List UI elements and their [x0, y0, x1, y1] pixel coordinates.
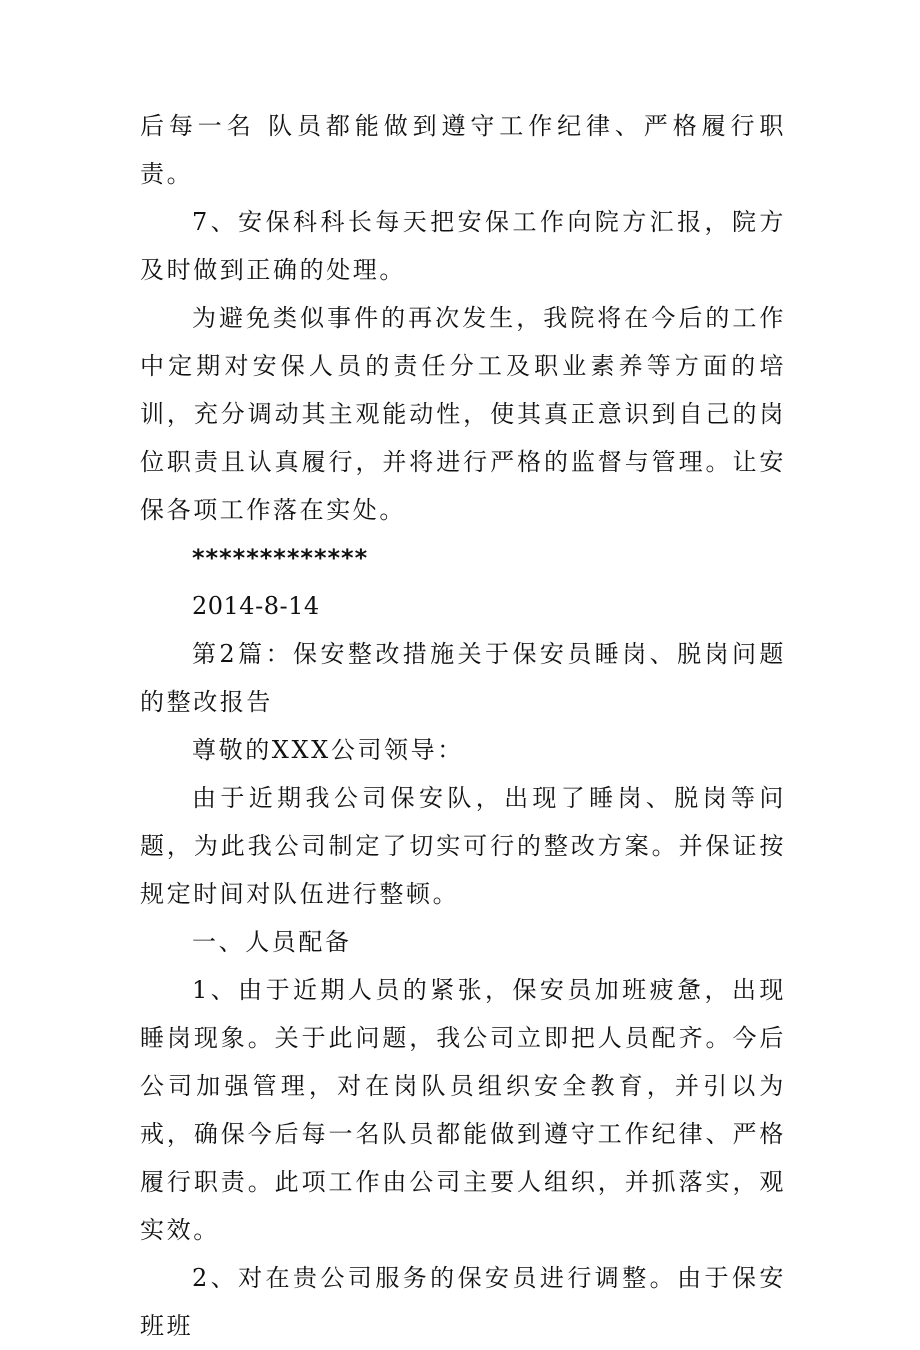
signature-stars: ************* [192, 544, 369, 572]
salutation: 尊敬的XXX公司领导： [192, 736, 464, 764]
paragraph-3: 为避免类似事件的再次发生，我院将在今后的工作中定期对安保人员的责任分工及职业素养等方面的培训，充分调动其主观能动性，使其真正意识到自己的岗位职责且认真履行，并将进行严格的监督与管理。让安保各项工作落在实处。 [140, 304, 786, 524]
document-date: 2014-8-14 [192, 592, 320, 620]
paragraph-item-1: 1、由于近期人员的紧张，保安员加班疲惫，出现睡岗现象。关于此问题，我公司立即把人员配齐。今后公司加强管理，对在岗队员组织安全教育，并引以为戒，确保今后每一名队员都能做到遵守工作纪律、严格履行职责。此项工作由公司主要人组织，并抓落实，观实效。 [140, 976, 786, 1244]
paragraph-intro: 由于近期我公司保安队，出现了睡岗、脱岗等问题，为此我公司制定了切实可行的整改方案。并保证按规定时间对队伍进行整顿。 [140, 784, 786, 908]
document-body [140, 102, 786, 1350]
paragraph-2: 7、安保科科长每天把安保工作向院方汇报，院方及时做到正确的处理。 [140, 208, 786, 284]
paragraph-1: 后每一名 队员都能做到遵守工作纪律、严格履行职责。 [140, 112, 786, 188]
paragraph-item-2: 2、对在贵公司服务的保安员进行调整。由于保安班班 [140, 1264, 786, 1340]
section-title: 第2篇：保安整改措施关于保安员睡岗、脱岗问题的整改报告 [140, 640, 786, 716]
heading-staffing: 一、人员配备 [192, 928, 352, 956]
